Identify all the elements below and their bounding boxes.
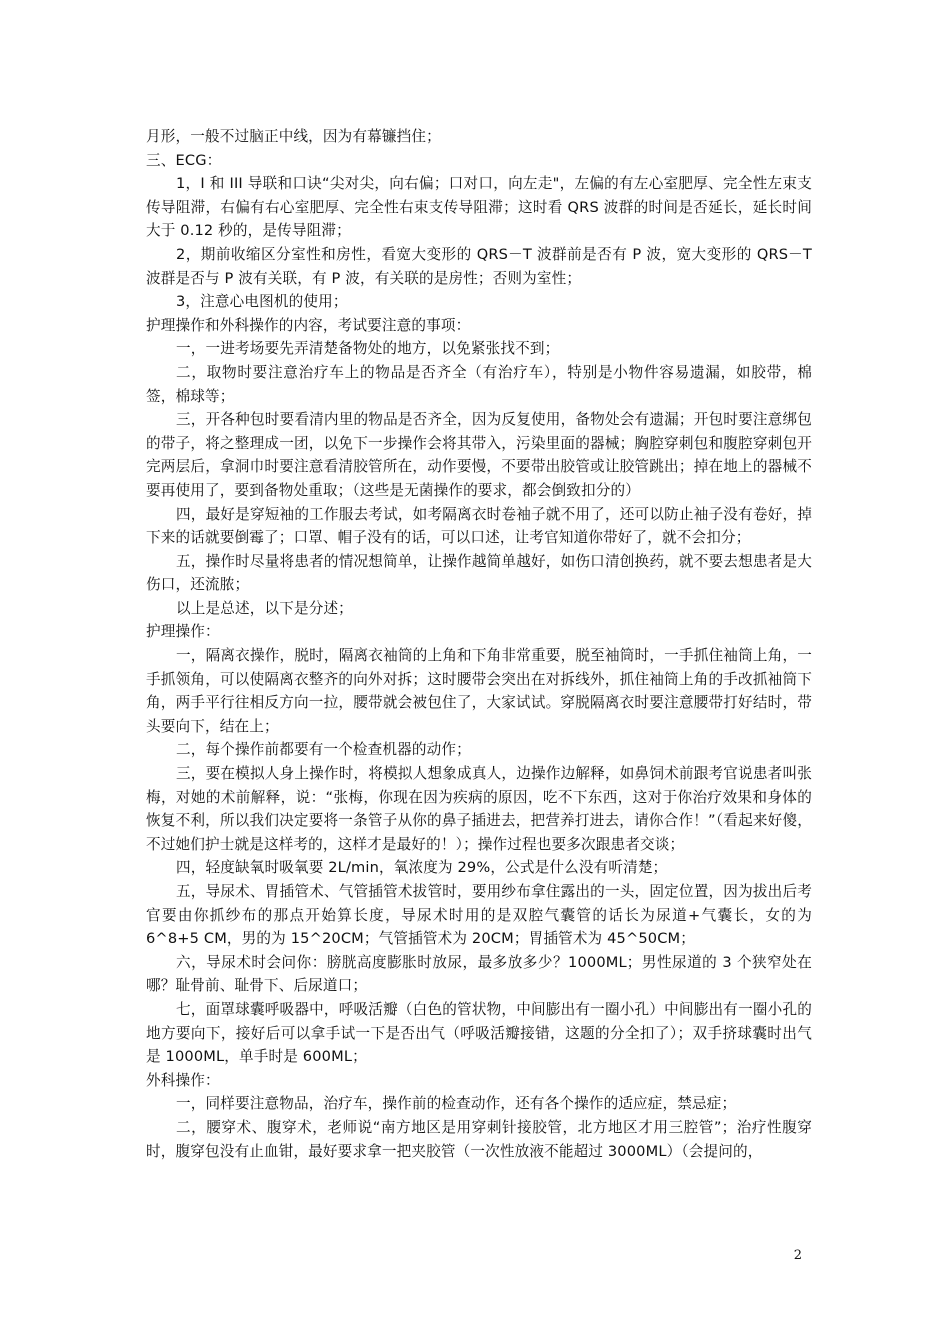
page-number: 2 — [793, 1248, 802, 1263]
paragraph: 四，轻度缺氧时吸氧要 2L/min，氧浓度为 29%，公式是什么没有听清楚； — [176, 859, 668, 877]
paragraph: 二，取物时要注意治疗车上的物品是否齐全（有治疗车），特别是小物件容易遗漏，如胶带，棉签，棉球等； — [146, 363, 812, 405]
body-text — [146, 125, 812, 1163]
paragraph: 一，隔离衣操作，脱时，隔离衣袖筒的上角和下角非常重要，脱至袖筒时，一手抓住袖筒上角，一手抓领角，可以使隔离衣整齐的向外对拆；这时腰带会突出在对拆线外，抓住袖筒上角的手改抓袖筒下角，两手平行往相反方向一拉，腰带就会被包住了，大家试试。穿脱隔离衣时要注意腰带打好结时，带头要向下，结在上； — [146, 647, 812, 735]
section-heading-exam-notes: 护理操作和外科操作的内容，考试要注意的事项： — [146, 316, 471, 334]
paragraph: 3，注意心电图机的使用； — [176, 293, 348, 311]
paragraph: 四，最好是穿短袖的工作服去考试，如考隔离衣时卷袖子就不用了，还可以防止袖子没有卷好，掉下来的话就要倒霉了；口罩、帽子没有的话，可以口述，让考官知道你带好了，就不会扣分； — [146, 505, 812, 547]
paragraph: 六，导尿术时会问你：膀胱高度膨胀时放尿，最多放多少？1000ML；男性尿道的 3 个狭窄处在哪？耻骨前、耻骨下、后尿道口； — [146, 953, 812, 995]
paragraph: 1，I 和 III 导联和口诀“尖对尖，向右偏；口对口，向左走"，左偏的有左心室肥厚、完全性左束支传导阻滞，右偏有右心室肥厚、完全性右束支传导阻滞；这时看 QRS 波群的时间是否延长，延长时间大于 0.12 秒的，是传导阻滞； — [146, 175, 812, 240]
paragraph: 二，每个操作前都要有一个检查机器的动作； — [176, 741, 471, 759]
paragraph: 2，期前收缩区分室性和房性，看宽大变形的 QRS－T 波群前是否有 P 波，宽大变形的 QRS－T 波群是否与 P 波有关联，有 P 波，有关联的是房性；否则为室性； — [146, 245, 812, 287]
paragraph: 以上是总述，以下是分述； — [176, 599, 353, 617]
paragraph: 三，开各种包时要看清内里的物品是否齐全，因为反复使用，备物处会有遗漏；开包时要注意绑包的带子，将之整理成一团，以免下一步操作会将其带入，污染里面的器械；胸腔穿刺包和腹腔穿刺包开完两层后，拿洞巾时要注意看清胶管所在，动作要慢，不要带出胶管或让胶管跳出；掉在地上的器械不要再使用了，要到备物处重取；（这些是无菌操作的要求，都会倒致扣分的） — [146, 411, 812, 499]
paragraph: 一，同样要注意物品，治疗车，操作前的检查动作，还有各个操作的适应症，禁忌症； — [176, 1095, 737, 1113]
paragraph: 七，面罩球囊呼吸器中，呼吸活瓣（白色的管状物，中间膨出有一圈小孔）中间膨出有一圈小孔的地方要向下，接好后可以拿手试一下是否出气（呼吸活瓣接错，这题的分全扣了）；双手挤球囊时出气是 1000ML，单手时是 600ML； — [146, 1000, 812, 1066]
paragraph: 月形，一般不过脑正中线，因为有幕镰挡住； — [146, 128, 441, 145]
paragraph: 三，要在模拟人身上操作时，将模拟人想象成真人，边操作边解释，如鼻饲术前跟考官说患者叫张梅，对她的术前解释，说：“张梅，你现在因为疾病的原因，吃不下东西，这对于你治疗效果和身体的恢复不利，所以我们决定要将一条管子从你的鼻子插进去，把营养打进去，请你合作！”（看起来好傻，不过她们护士就是这样考的，这样才是最好的！）；操作过程也要多次跟患者交谈； — [146, 765, 812, 853]
paragraph: 一，一进考场要先弄清楚备物处的地方，以免紧张找不到； — [176, 340, 560, 358]
paragraph: 五，操作时尽量将患者的情况想简单，让操作越简单越好，如伤口清创换药，就不要去想患者是大伤口，还流脓； — [146, 552, 812, 594]
paragraph: 二，腰穿术、腹穿术，老师说“南方地区是用穿刺针接胶管，北方地区才用三腔管”；治疗性腹穿时，腹穿包没有止血钳，最好要求拿一把夹胶管（一次性放液不能超过 3000ML）（会提问的， — [146, 1118, 812, 1160]
section-heading-ecg: 三、ECG： — [146, 151, 222, 169]
section-heading-surgery: 外科操作： — [146, 1071, 220, 1089]
paragraph: 五，导尿术、胃插管术、气管插管术拔管时，要用纱布拿住露出的一头，固定位置，因为拔出后考官要由你抓纱布的那点开始算长度，导尿术时用的是双腔气囊管的话长为尿道+气囊长，女的为 6^8+5 CM，男的为 15^20CM；气管插管术为 20CM；胃插管术为 45^50CM； — [146, 883, 812, 948]
section-heading-nursing: 护理操作： — [146, 623, 220, 641]
